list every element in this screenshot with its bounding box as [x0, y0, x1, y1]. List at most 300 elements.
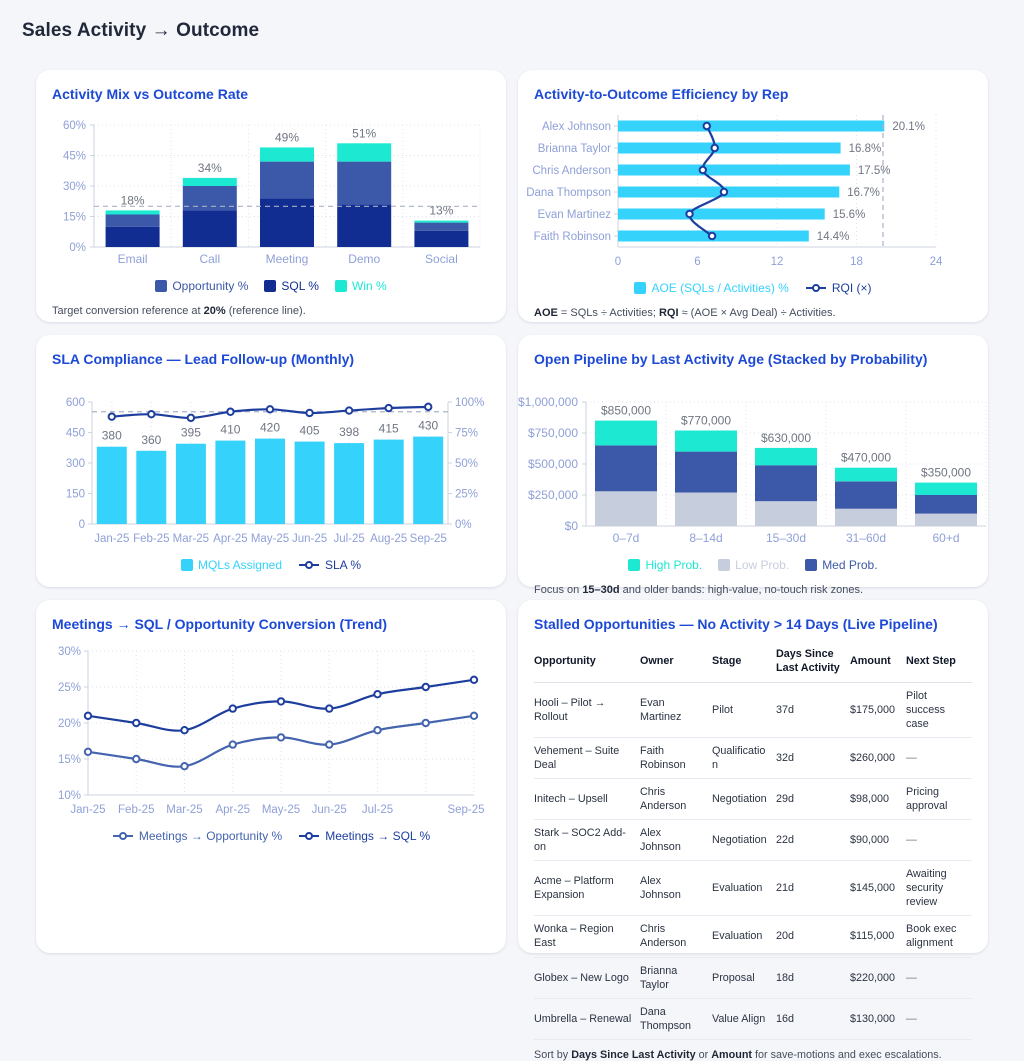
legend-item[interactable]: [634, 281, 788, 295]
bar-segment[interactable]: [260, 198, 314, 247]
svg-text:24: 24: [929, 256, 943, 268]
svg-text:15%: 15%: [57, 754, 81, 766]
bar-segment[interactable]: [675, 452, 737, 493]
bar-segment[interactable]: [675, 493, 737, 527]
footnote-text: (reference line).: [225, 305, 306, 317]
right-axis-labels: [455, 397, 484, 531]
data-point[interactable]: [704, 123, 710, 129]
svg-text:$250,000: $250,000: [527, 488, 578, 502]
meetings-trend-chart[interactable]: [52, 641, 490, 819]
bar[interactable]: [136, 451, 166, 524]
bar-segment[interactable]: [915, 495, 977, 514]
table-cell: —: [906, 957, 972, 998]
bar-segment[interactable]: [183, 178, 237, 186]
bar-segment[interactable]: [106, 210, 160, 214]
data-point[interactable]: [188, 415, 194, 421]
table-row[interactable]: [534, 957, 972, 998]
table-cell: Globex – New Logo: [534, 957, 640, 998]
svg-text:150: 150: [65, 488, 85, 501]
legend-item[interactable]: [805, 558, 877, 572]
activity-mix-legend: [52, 279, 490, 293]
data-point[interactable]: [181, 727, 187, 733]
sla-legend: [52, 558, 490, 572]
table-cell: Chris Anderson: [640, 779, 712, 820]
data-point[interactable]: [230, 705, 236, 711]
line-meetings---opportunity--: [85, 713, 477, 770]
legend-label: AOE (SQLs / Activities) %: [651, 281, 789, 295]
table-row[interactable]: [534, 820, 972, 861]
legend-line-marker: [298, 831, 320, 841]
table-cell: $130,000: [850, 998, 906, 1039]
table-cell: $90,000: [850, 820, 906, 861]
svg-text:17.5%: 17.5%: [857, 165, 891, 177]
data-point[interactable]: [181, 763, 187, 769]
table-cell: 29d: [776, 779, 850, 820]
bar-segment[interactable]: [755, 448, 817, 465]
table-cell: $175,000: [850, 683, 906, 738]
data-point[interactable]: [425, 404, 431, 410]
table-cell: Pilot success case: [906, 683, 972, 738]
x-axis-labels: [94, 533, 447, 545]
legend-item[interactable]: [805, 281, 872, 295]
svg-text:Meeting: Meeting: [265, 252, 309, 266]
data-point[interactable]: [471, 677, 477, 683]
bar-segment[interactable]: [260, 147, 314, 161]
svg-text:410: 410: [220, 422, 241, 437]
bar-segment[interactable]: [595, 491, 657, 526]
table-cell: Alex Johnson: [640, 820, 712, 861]
bar[interactable]: [255, 439, 285, 524]
activity-mix-chart[interactable]: [52, 111, 490, 269]
data-point[interactable]: [709, 233, 715, 239]
footnote-bold: AOE: [534, 307, 558, 319]
table-cell: Qualification: [712, 738, 776, 779]
table-cell: Evaluation: [712, 916, 776, 957]
legend-label: Meetings → Opportunity %: [138, 829, 283, 843]
bar-segment[interactable]: [183, 186, 237, 210]
table-cell: Umbrella – Renewal: [534, 998, 640, 1039]
svg-text:20.1%: 20.1%: [892, 121, 925, 133]
svg-text:300: 300: [65, 458, 85, 470]
svg-text:60+d: 60+d: [932, 531, 960, 545]
table-cell: Wonka – Region East: [534, 916, 640, 957]
column-header[interactable]: Amount: [850, 641, 906, 683]
svg-text:20%: 20%: [57, 718, 81, 730]
footnote-text: Target conversion reference at: [52, 305, 204, 317]
rqi-line: [686, 123, 727, 239]
data-point[interactable]: [700, 167, 706, 173]
efficiency-footnote: [534, 306, 972, 321]
svg-text:Demo: Demo: [348, 252, 381, 266]
column-header[interactable]: Stage: [712, 641, 776, 683]
bar-segment[interactable]: [835, 468, 897, 482]
axes: [614, 115, 936, 247]
activity-mix-chart-area: [52, 111, 490, 274]
svg-text:Brianna Taylor: Brianna Taylor: [537, 143, 611, 155]
svg-text:0: 0: [78, 519, 85, 531]
legend-label: Opportunity %: [172, 279, 249, 293]
panel-title-pipeline: Open Pipeline by Last Activity Age (Stacked by Probability): [534, 351, 928, 367]
bar[interactable]: [618, 187, 839, 198]
legend-label: SLA %: [325, 558, 362, 572]
table-cell: 18d: [776, 957, 850, 998]
svg-text:8–14d: 8–14d: [689, 531, 723, 545]
table-row[interactable]: [534, 738, 972, 779]
legend-swatch: [264, 280, 276, 292]
svg-text:$630,000: $630,000: [760, 430, 812, 445]
legend-swatch: [335, 280, 347, 292]
table-row[interactable]: [534, 779, 972, 820]
sla-chart-area: [52, 376, 490, 553]
data-point[interactable]: [109, 413, 115, 419]
page-title: Sales Activity → Outcome: [22, 20, 260, 41]
sla-compliance-chart[interactable]: [52, 376, 490, 548]
bar-segment[interactable]: [414, 223, 468, 231]
svg-text:Chris Anderson: Chris Anderson: [532, 165, 611, 177]
data-point[interactable]: [326, 741, 332, 747]
table-cell: Brianna Taylor: [640, 957, 712, 998]
table-cell: 32d: [776, 738, 850, 779]
svg-text:430: 430: [418, 418, 439, 433]
table-row[interactable]: [534, 998, 972, 1039]
svg-text:600: 600: [65, 397, 85, 409]
table-cell: Negotiation: [712, 820, 776, 861]
svg-text:Apr-25: Apr-25: [215, 804, 251, 816]
footnote-text: ≈ (AOE × Avg Deal) ÷ Activities.: [678, 307, 836, 319]
bar-segment[interactable]: [915, 514, 977, 526]
footnote-bold: Amount: [711, 1048, 753, 1061]
footnote-text: or: [695, 1048, 712, 1061]
svg-text:49%: 49%: [274, 130, 300, 145]
legend-item[interactable]: [298, 558, 361, 572]
data-point[interactable]: [227, 409, 233, 415]
footnote-bold: RQI: [658, 307, 679, 319]
stalled-footnote: [534, 1049, 972, 1061]
bar-segment[interactable]: [835, 509, 897, 526]
bar-segment[interactable]: [755, 465, 817, 501]
panel-title-stalled: Stalled Opportunities — No Activity > 14 Days (Live Pipeline): [534, 616, 938, 632]
svg-text:398: 398: [339, 425, 360, 440]
table-row[interactable]: [534, 861, 972, 916]
svg-text:$1,000,000: $1,000,000: [517, 395, 578, 409]
data-point[interactable]: [721, 189, 727, 195]
legend-label: Med Prob.: [822, 558, 878, 572]
legend-item[interactable]: [718, 558, 789, 572]
meetings-trend-legend: [52, 829, 490, 843]
svg-text:$0: $0: [564, 519, 578, 533]
legend-item[interactable]: [298, 829, 430, 843]
card-sla-compliance: [36, 335, 506, 587]
legend-label: Meetings → SQL %: [325, 829, 431, 843]
table-cell: Value Align: [712, 998, 776, 1039]
footnote-bold: Days Since Last Activity: [571, 1048, 696, 1061]
table-header: [534, 641, 972, 683]
footnote-text: for save-motions and exec escalations.: [752, 1048, 942, 1061]
legend-label: Win %: [351, 279, 387, 293]
table-cell: Pricing approval: [906, 779, 972, 820]
legend-label: MQLs Assigned: [197, 558, 282, 572]
pipeline-by-age-chart[interactable]: [518, 376, 1004, 548]
data-point[interactable]: [326, 705, 332, 711]
svg-text:51%: 51%: [352, 126, 377, 141]
table-cell: $115,000: [850, 916, 906, 957]
bar-segment[interactable]: [595, 421, 657, 446]
legend-item[interactable]: [628, 558, 702, 572]
svg-text:Jul-25: Jul-25: [333, 533, 365, 545]
y-axis-labels: [63, 120, 86, 254]
column-header[interactable]: Opportunity: [534, 641, 640, 683]
data-point[interactable]: [423, 720, 429, 726]
table-cell: Dana Thompson: [640, 998, 712, 1039]
bar-segment[interactable]: [337, 162, 391, 205]
svg-text:15%: 15%: [62, 211, 86, 224]
column-header[interactable]: Days Since Last Activity: [776, 641, 850, 683]
svg-text:30%: 30%: [62, 181, 86, 193]
data-point[interactable]: [267, 406, 273, 412]
panel-title-sla: SLA Compliance — Lead Follow-up (Monthly): [52, 351, 355, 367]
table-cell: Stark – SOC2 Add-on: [534, 820, 640, 861]
y-axis-labels: [58, 646, 81, 802]
legend-swatch: [718, 559, 730, 571]
table-cell: Chris Anderson: [640, 916, 712, 957]
data-point[interactable]: [278, 734, 284, 740]
svg-text:13%: 13%: [429, 203, 454, 218]
svg-text:Mar-25: Mar-25: [166, 804, 203, 816]
svg-text:0–7d: 0–7d: [612, 531, 640, 545]
svg-text:18: 18: [850, 256, 863, 268]
efficiency-legend: [534, 281, 972, 295]
footnote-text: Focus on: [534, 584, 583, 596]
bars: [97, 437, 443, 524]
data-point[interactable]: [85, 749, 91, 755]
legend-item[interactable]: [112, 829, 282, 843]
svg-text:14.4%: 14.4%: [816, 231, 850, 243]
svg-text:405: 405: [299, 423, 320, 438]
table-cell: Awaiting security review: [906, 861, 972, 916]
bar[interactable]: [295, 442, 325, 524]
left-axis-labels: [66, 397, 85, 531]
table-row[interactable]: [534, 916, 972, 957]
data-point[interactable]: [686, 211, 692, 217]
bar-segment[interactable]: [414, 231, 468, 247]
svg-text:25%: 25%: [455, 488, 479, 501]
bar[interactable]: [374, 440, 404, 524]
svg-text:360: 360: [141, 432, 162, 447]
table-cell: —: [906, 738, 972, 779]
panel-title-meetings-trend: Meetings → SQL / Opportunity Conversion (Trend): [52, 616, 387, 632]
table-cell: $220,000: [850, 957, 906, 998]
data-point[interactable]: [385, 405, 391, 411]
bar-segment[interactable]: [835, 481, 897, 508]
stalled-opportunities-table: [534, 641, 972, 1040]
svg-text:15–30d: 15–30d: [765, 531, 807, 545]
svg-text:Social: Social: [425, 252, 458, 266]
x-axis-labels: [615, 256, 943, 268]
svg-text:Feb-25: Feb-25: [133, 533, 170, 545]
svg-text:100%: 100%: [455, 397, 485, 409]
svg-text:Dana Thompson: Dana Thompson: [526, 187, 611, 199]
pipeline-legend: [534, 558, 972, 572]
svg-text:Feb-25: Feb-25: [118, 804, 155, 816]
bar-segment[interactable]: [675, 431, 737, 452]
legend-label: High Prob.: [645, 558, 703, 572]
bar-segment[interactable]: [106, 227, 160, 247]
table-cell: Alex Johnson: [640, 861, 712, 916]
svg-text:Alex Johnson: Alex Johnson: [541, 121, 611, 133]
legend-item[interactable]: [155, 279, 248, 293]
svg-text:420: 420: [259, 420, 281, 435]
svg-text:Jun-25: Jun-25: [311, 804, 347, 816]
footnote-bold: 20%: [203, 305, 226, 317]
bar-segment[interactable]: [260, 162, 314, 199]
panel-title-activity-mix: Activity Mix vs Outcome Rate: [52, 86, 249, 102]
column-header[interactable]: Owner: [640, 641, 712, 683]
table-cell: $260,000: [850, 738, 906, 779]
bar[interactable]: [618, 209, 825, 220]
bar[interactable]: [215, 441, 245, 524]
svg-text:Jun-25: Jun-25: [291, 533, 328, 545]
table-cell: Proposal: [712, 957, 776, 998]
table-row[interactable]: [534, 683, 972, 738]
data-point[interactable]: [346, 407, 352, 413]
legend-swatch: [634, 282, 646, 294]
table-cell: 20d: [776, 916, 850, 957]
table-cell: Book exec alignment: [906, 916, 972, 957]
bar[interactable]: [97, 447, 127, 524]
axes: [84, 651, 474, 795]
svg-text:12: 12: [770, 256, 784, 268]
bar-segment[interactable]: [755, 501, 817, 526]
svg-text:Jan-25: Jan-25: [94, 533, 130, 545]
svg-text:Aug-25: Aug-25: [370, 533, 408, 545]
legend-swatch: [155, 280, 167, 292]
legend-line-marker: [112, 831, 134, 841]
bar[interactable]: [334, 443, 364, 524]
svg-text:450: 450: [65, 427, 85, 440]
table-cell: Vehement – Suite Deal: [534, 738, 640, 779]
table-cell: 16d: [776, 998, 850, 1039]
table-cell: Acme – Platform Expansion: [534, 861, 640, 916]
table-cell: Evan Martinez: [640, 683, 712, 738]
bar[interactable]: [176, 444, 206, 524]
data-point[interactable]: [278, 698, 284, 704]
data-point[interactable]: [423, 684, 429, 690]
bar-segment[interactable]: [106, 215, 160, 227]
efficiency-by-rep-chart[interactable]: [526, 111, 972, 271]
bar[interactable]: [618, 143, 841, 154]
card-activity-mix: [36, 70, 506, 322]
svg-text:$750,000: $750,000: [527, 426, 578, 440]
svg-text:$500,000: $500,000: [527, 457, 578, 471]
bar-segment[interactable]: [915, 483, 977, 495]
legend-line-marker: [298, 560, 320, 570]
bar-segment[interactable]: [183, 210, 237, 247]
svg-text:75%: 75%: [455, 427, 479, 440]
pipeline-chart-area: [518, 376, 988, 553]
table-cell: —: [906, 998, 972, 1039]
y-axis-labels: [518, 395, 578, 533]
svg-text:34%: 34%: [197, 160, 222, 175]
data-point[interactable]: [712, 145, 718, 151]
svg-text:50%: 50%: [455, 458, 479, 470]
svg-text:Faith Robinson: Faith Robinson: [533, 231, 611, 243]
svg-text:Apr-25: Apr-25: [213, 533, 248, 545]
bar[interactable]: [413, 437, 443, 524]
data-point[interactable]: [133, 720, 139, 726]
column-header[interactable]: Next Step: [906, 641, 972, 683]
svg-text:$850,000: $850,000: [600, 403, 652, 418]
svg-text:31–60d: 31–60d: [845, 531, 887, 545]
data-point[interactable]: [133, 756, 139, 762]
svg-text:May-25: May-25: [250, 533, 290, 545]
pipeline-footnote: [534, 583, 972, 598]
x-axis-labels: [613, 531, 960, 545]
svg-text:Sep-25: Sep-25: [447, 804, 485, 816]
legend-item[interactable]: [264, 279, 319, 293]
table-cell: —: [906, 820, 972, 861]
data-point[interactable]: [374, 727, 380, 733]
card-meetings-trend: [36, 600, 506, 953]
bar-segment[interactable]: [337, 204, 391, 247]
bar-segment[interactable]: [595, 445, 657, 491]
category-labels: [526, 121, 611, 243]
svg-text:25%: 25%: [57, 682, 81, 694]
data-point[interactable]: [306, 410, 312, 416]
data-point[interactable]: [230, 741, 236, 747]
svg-text:6: 6: [694, 256, 701, 268]
legend-item[interactable]: [181, 558, 282, 572]
data-point[interactable]: [85, 713, 91, 719]
meetings-trend-chart-area: [52, 641, 490, 824]
svg-text:45%: 45%: [62, 150, 86, 163]
table-cell: Pilot: [712, 683, 776, 738]
table-cell: Evaluation: [712, 861, 776, 916]
svg-text:18%: 18%: [120, 193, 145, 208]
bar-segment[interactable]: [337, 143, 391, 161]
data-point[interactable]: [148, 411, 154, 417]
data-point[interactable]: [374, 691, 380, 697]
legend-swatch: [628, 559, 640, 571]
svg-text:16.8%: 16.8%: [848, 143, 882, 155]
card-pipeline-by-age: [517, 335, 988, 596]
table-cell: 22d: [776, 820, 850, 861]
svg-text:395: 395: [180, 425, 201, 440]
efficiency-chart-area: [526, 111, 972, 276]
table-cell: Initech – Upsell: [534, 779, 640, 820]
svg-text:$770,000: $770,000: [680, 413, 732, 428]
svg-text:60%: 60%: [62, 120, 86, 132]
bar[interactable]: [618, 165, 850, 176]
svg-text:Sep-25: Sep-25: [409, 533, 447, 545]
bar[interactable]: [618, 121, 884, 132]
bars: [106, 143, 469, 247]
svg-text:Evan Martinez: Evan Martinez: [537, 209, 611, 221]
table-cell: 21d: [776, 861, 850, 916]
svg-text:10%: 10%: [57, 790, 81, 802]
svg-text:16.7%: 16.7%: [847, 187, 880, 199]
svg-text:May-25: May-25: [261, 804, 301, 816]
svg-text:Jul-25: Jul-25: [361, 804, 394, 816]
bar-segment[interactable]: [414, 221, 468, 223]
legend-item[interactable]: [335, 279, 387, 293]
data-point[interactable]: [471, 713, 477, 719]
table-cell: Negotiation: [712, 779, 776, 820]
legend-swatch: [181, 559, 193, 571]
svg-text:Mar-25: Mar-25: [172, 533, 210, 545]
svg-text:$350,000: $350,000: [920, 465, 972, 480]
activity-mix-footnote: [52, 304, 490, 319]
x-axis-labels: [118, 252, 458, 266]
